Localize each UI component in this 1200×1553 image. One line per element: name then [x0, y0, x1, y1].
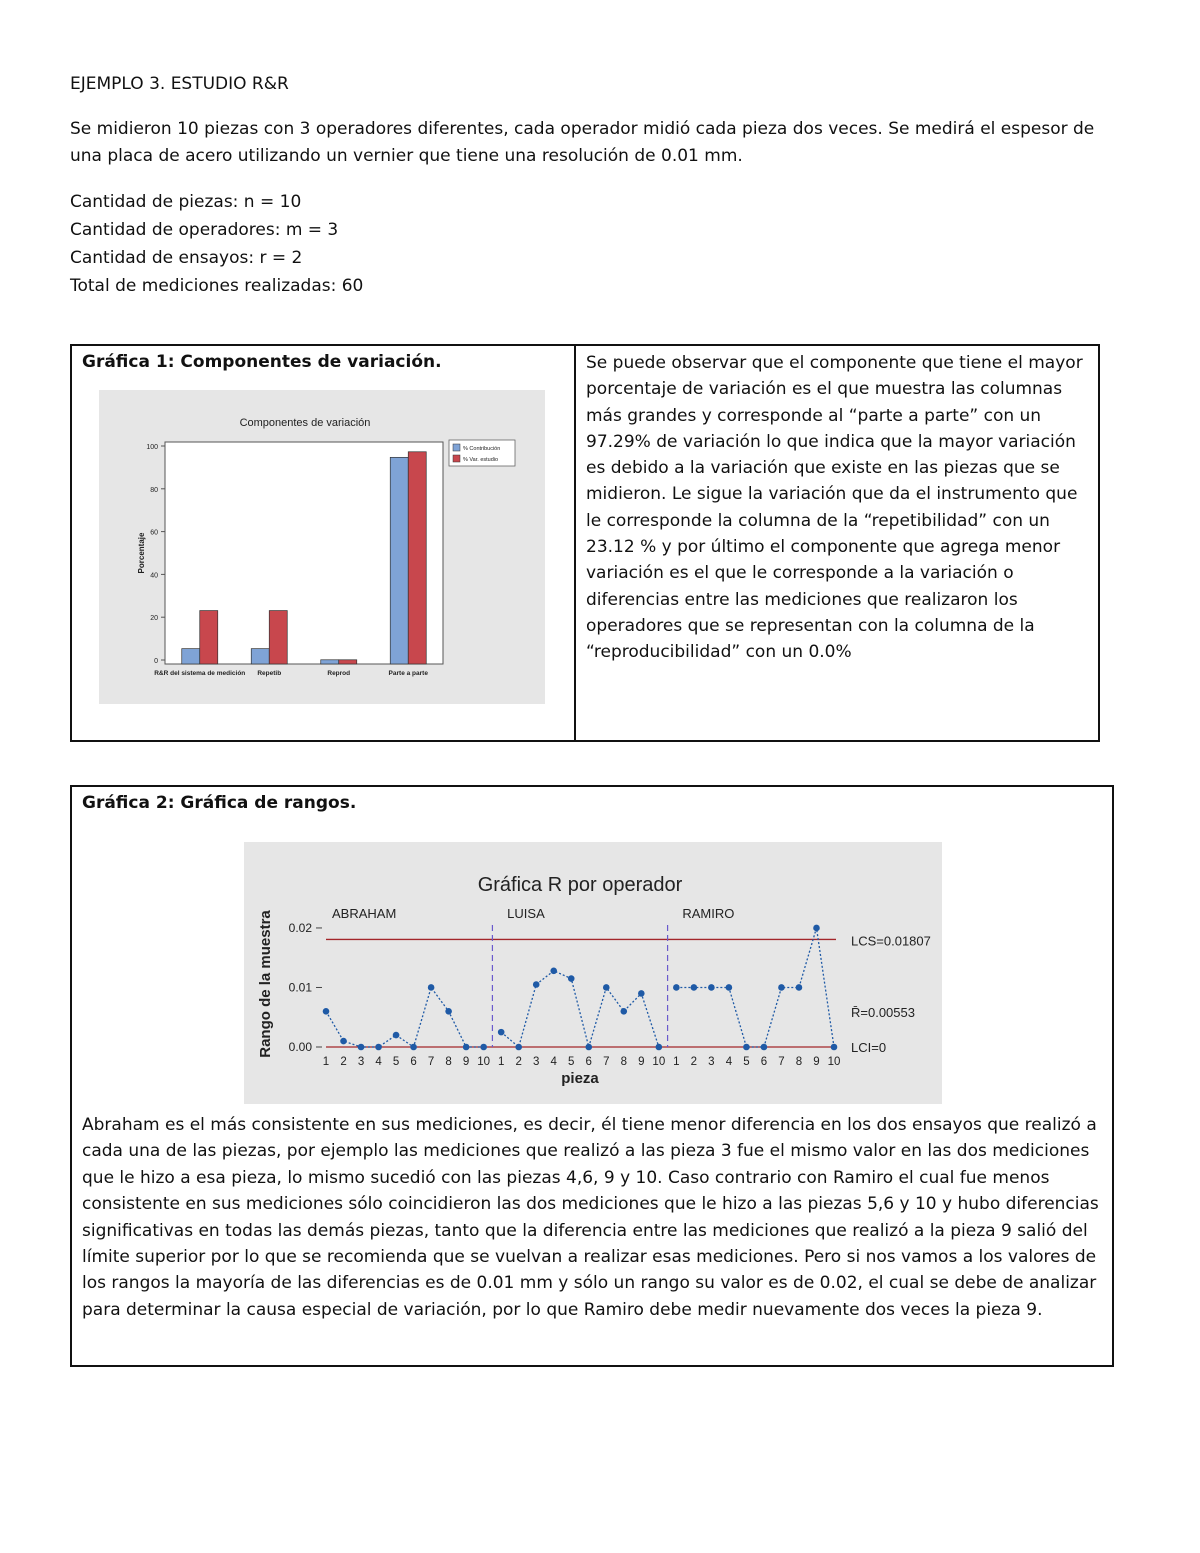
graph2-description: Abraham es el más consistente en sus mediciones, es decir, él tiene menor diferencia en los dos ensayos que realizó a cada una de las piezas, por ejemplo las mediciones que realizó a las pieza 3 fue el mismo valor en las dos mediciones que le hizo a esa pieza, lo mismo sucedió con las piezas 4,6, 9 y 10. Caso contrario con Ramiro el cual fue menos consistente en sus mediciones sólo coincidieron las dos mediciones que le hizo a las piezas 5,6 y 10 y hubo diferencias significativas en todas las demás piezas, tanto que la diferencia entre las mediciones que realizó a la pieza 9 salió del límite superior por lo que se recomienda que se vuelvan a realizar esas mediciones. Pero si nos vamos a los valores de los rangos la mayoría de las diferencias es de 0.01 mm y sólo un rango su valor es de 0.02, el cual se debe de analizar para determinar la causa especial de variación, por lo que Ramiro debe medir nuevamente dos veces la pieza 9.: [82, 1115, 1099, 1320]
chart2-point: [358, 1044, 365, 1051]
chart1-bar: [269, 611, 287, 664]
chart2-point: [813, 925, 820, 932]
chart2-point: [445, 1008, 452, 1015]
chart2-rbar-label: R̄=0.00553: [851, 1005, 915, 1021]
chart2-point: [498, 1029, 505, 1036]
counts-list: [70, 188, 363, 300]
chart2-x-tick-label: 7: [778, 1056, 785, 1068]
chart1-y-tick-label: 0: [154, 658, 158, 665]
chart2-point: [638, 990, 645, 997]
chart2-lci-label: LCI=0: [851, 1040, 887, 1055]
chart2-operator-label: LUISA: [507, 906, 545, 921]
chart2-x-tick-label: 8: [445, 1056, 452, 1068]
chart2-point: [743, 1044, 750, 1051]
chart2-point: [831, 1044, 838, 1051]
chart2-point: [620, 1008, 627, 1015]
chart1-bar: [339, 660, 357, 664]
chart1-legend: [449, 440, 515, 466]
chart2-x-tick-label: 3: [708, 1056, 715, 1068]
chart1-y-tick-label: 60: [150, 529, 158, 537]
graph2-cell: [71, 786, 1113, 1366]
chart2-point: [656, 1044, 663, 1051]
count-trials: Cantidad de ensayos: r = 2: [70, 248, 303, 268]
chart1-legend-swatch: [453, 444, 460, 451]
chart2-point: [428, 984, 435, 991]
chart2-point: [410, 1044, 417, 1051]
chart2-point: [603, 984, 610, 991]
chart2-x-tick-label: 10: [652, 1056, 666, 1068]
chart2-operator-label: ABRAHAM: [332, 906, 397, 921]
chart2-x-tick-label: 2: [515, 1056, 522, 1068]
range-chart: [244, 842, 942, 1104]
graph2-table: [70, 785, 1114, 1367]
chart1-bar: [408, 452, 426, 664]
count-pieces: Cantidad de piezas: n = 10: [70, 192, 302, 212]
graph2-heading: Gráfica 2: Gráfica de rangos.: [82, 793, 357, 813]
chart2-x-tick-label: 6: [585, 1056, 592, 1068]
variation-components-chart: [99, 390, 545, 704]
chart2-x-tick-label: 4: [375, 1056, 382, 1068]
chart2-x-tick-label: 4: [725, 1056, 733, 1068]
chart1-category-label: Repetib: [257, 670, 282, 677]
chart1-legend-label: % Contribución: [463, 446, 501, 452]
chart2-x-tick-label: 1: [497, 1056, 505, 1068]
chart2-x-tick-label: 2: [340, 1056, 347, 1068]
chart2-y-tick-label: 0.02: [288, 920, 312, 935]
chart2-point: [375, 1044, 382, 1051]
chart2-x-tick-label: 2: [690, 1056, 698, 1068]
chart1-bar: [182, 649, 200, 664]
chart2-y-tick-label: 0.01: [288, 980, 312, 995]
chart2-point: [778, 984, 785, 991]
chart2-point: [480, 1044, 487, 1051]
chart1-bar: [251, 649, 269, 664]
chart2-point: [673, 984, 680, 991]
chart2-x-tick-label: 8: [795, 1056, 803, 1068]
chart2-point: [708, 984, 715, 991]
chart1-y-tick-label: 80: [150, 486, 158, 494]
chart2-point: [515, 1044, 522, 1051]
intro-paragraph: Se midieron 10 piezas con 3 operadores diferentes, cada operador midió cada pieza dos veces. Se medirá el espesor de una placa de acero utilizando un vernier que tiene una resolución de 0.01 mm.: [70, 119, 1095, 166]
chart1-title: Componentes de variación: [239, 417, 371, 429]
graph1-table: [70, 344, 1100, 742]
count-total: Total de mediciones realizadas: 60: [70, 276, 364, 296]
chart2-x-tick-label: 3: [357, 1056, 365, 1068]
graph1-description: Se puede observar que el componente que tiene el mayor porcentaje de variación es el que muestra las columnas más grandes y corresponde al “parte a parte” con un 97.29% de variación lo que indica que la mayor variación es debido a la variación que existe en las piezas que se midieron. Le sigue la variación que da el instrumento que le corresponde la columna de la “repetibilidad” con un 23.12 % y por último el componente que agrega menor variación es el que le corresponde a la variación o diferencias entre las mediciones que realizaron los operadores que se representan con la columna de la “reproducibilidad” con un 0.0%: [586, 353, 1083, 663]
chart2-x-tick-label: 5: [568, 1056, 575, 1068]
chart2-x-tick-label: 5: [743, 1056, 750, 1068]
chart2-x-label: pieza: [561, 1070, 599, 1087]
chart1-bar: [200, 611, 218, 664]
chart1-y-tick-label: 100: [146, 444, 158, 451]
chart1-bar: [321, 660, 339, 664]
chart2-x-tick-label: 1: [322, 1056, 330, 1068]
chart2-point: [323, 1008, 330, 1015]
chart2-x-tick-label: 10: [477, 1056, 491, 1068]
chart2-x-tick-label: 7: [427, 1056, 435, 1068]
chart2-point: [761, 1044, 768, 1051]
chart1-legend-label: % Var. estudio: [463, 457, 499, 463]
chart2-x-tick-label: 9: [638, 1056, 645, 1068]
chart1-y-label: Porcentaje: [137, 532, 146, 574]
chart2-point: [533, 981, 540, 988]
chart2-x-tick-label: 1: [673, 1056, 680, 1068]
chart2-point: [463, 1044, 470, 1051]
chart2-x-tick-label: 6: [760, 1056, 768, 1068]
chart2-x-tick-label: 10: [827, 1056, 841, 1068]
chart2-point: [568, 975, 575, 982]
chart2-x-tick-label: 9: [462, 1056, 470, 1068]
chart2-x-tick-label: 5: [392, 1056, 400, 1068]
chart1-y-tick-label: 20: [150, 615, 158, 623]
count-operators: Cantidad de operadores: m = 3: [70, 220, 339, 240]
chart1-legend-swatch: [453, 455, 460, 462]
chart1-bar: [390, 457, 408, 664]
chart2-y-tick-label: 0.00: [288, 1040, 312, 1054]
chart2-x-tick-label: 3: [533, 1056, 540, 1068]
chart1-category-label: R&R del sistema de medición: [154, 670, 246, 677]
graph1-heading: Gráfica 1: Componentes de variación.: [82, 352, 442, 372]
chart2-point: [691, 984, 698, 991]
chart2-x-tick-label: 7: [603, 1056, 610, 1068]
chart1-category-label: Reprod: [327, 670, 351, 677]
chart2-y-label: Rango de la muestra: [257, 910, 274, 1058]
chart1-category-label: Parte a parte: [388, 670, 428, 677]
chart2-operator-label: RAMIRO: [682, 906, 735, 921]
graph1-right-cell: [575, 345, 1099, 741]
chart2-x-tick-label: 4: [550, 1056, 557, 1068]
chart2-point: [585, 1044, 592, 1051]
chart2-point: [550, 968, 557, 975]
chart2-x-tick-label: 9: [813, 1056, 820, 1068]
chart2-x-tick-label: 8: [620, 1056, 627, 1068]
chart2-point: [796, 984, 803, 991]
chart1-y-tick-label: 40: [150, 572, 158, 580]
document-title: EJEMPLO 3. ESTUDIO R&R: [70, 74, 289, 94]
chart2-point: [726, 984, 733, 991]
chart2-point: [393, 1032, 400, 1039]
chart2-lcs-label: LCS=0.01807: [851, 933, 931, 949]
chart2-x-tick-label: 6: [410, 1056, 417, 1068]
graph1-left-cell: [71, 345, 575, 741]
chart2-title: Gráfica R por operador: [477, 874, 683, 896]
chart2-point: [340, 1038, 347, 1045]
